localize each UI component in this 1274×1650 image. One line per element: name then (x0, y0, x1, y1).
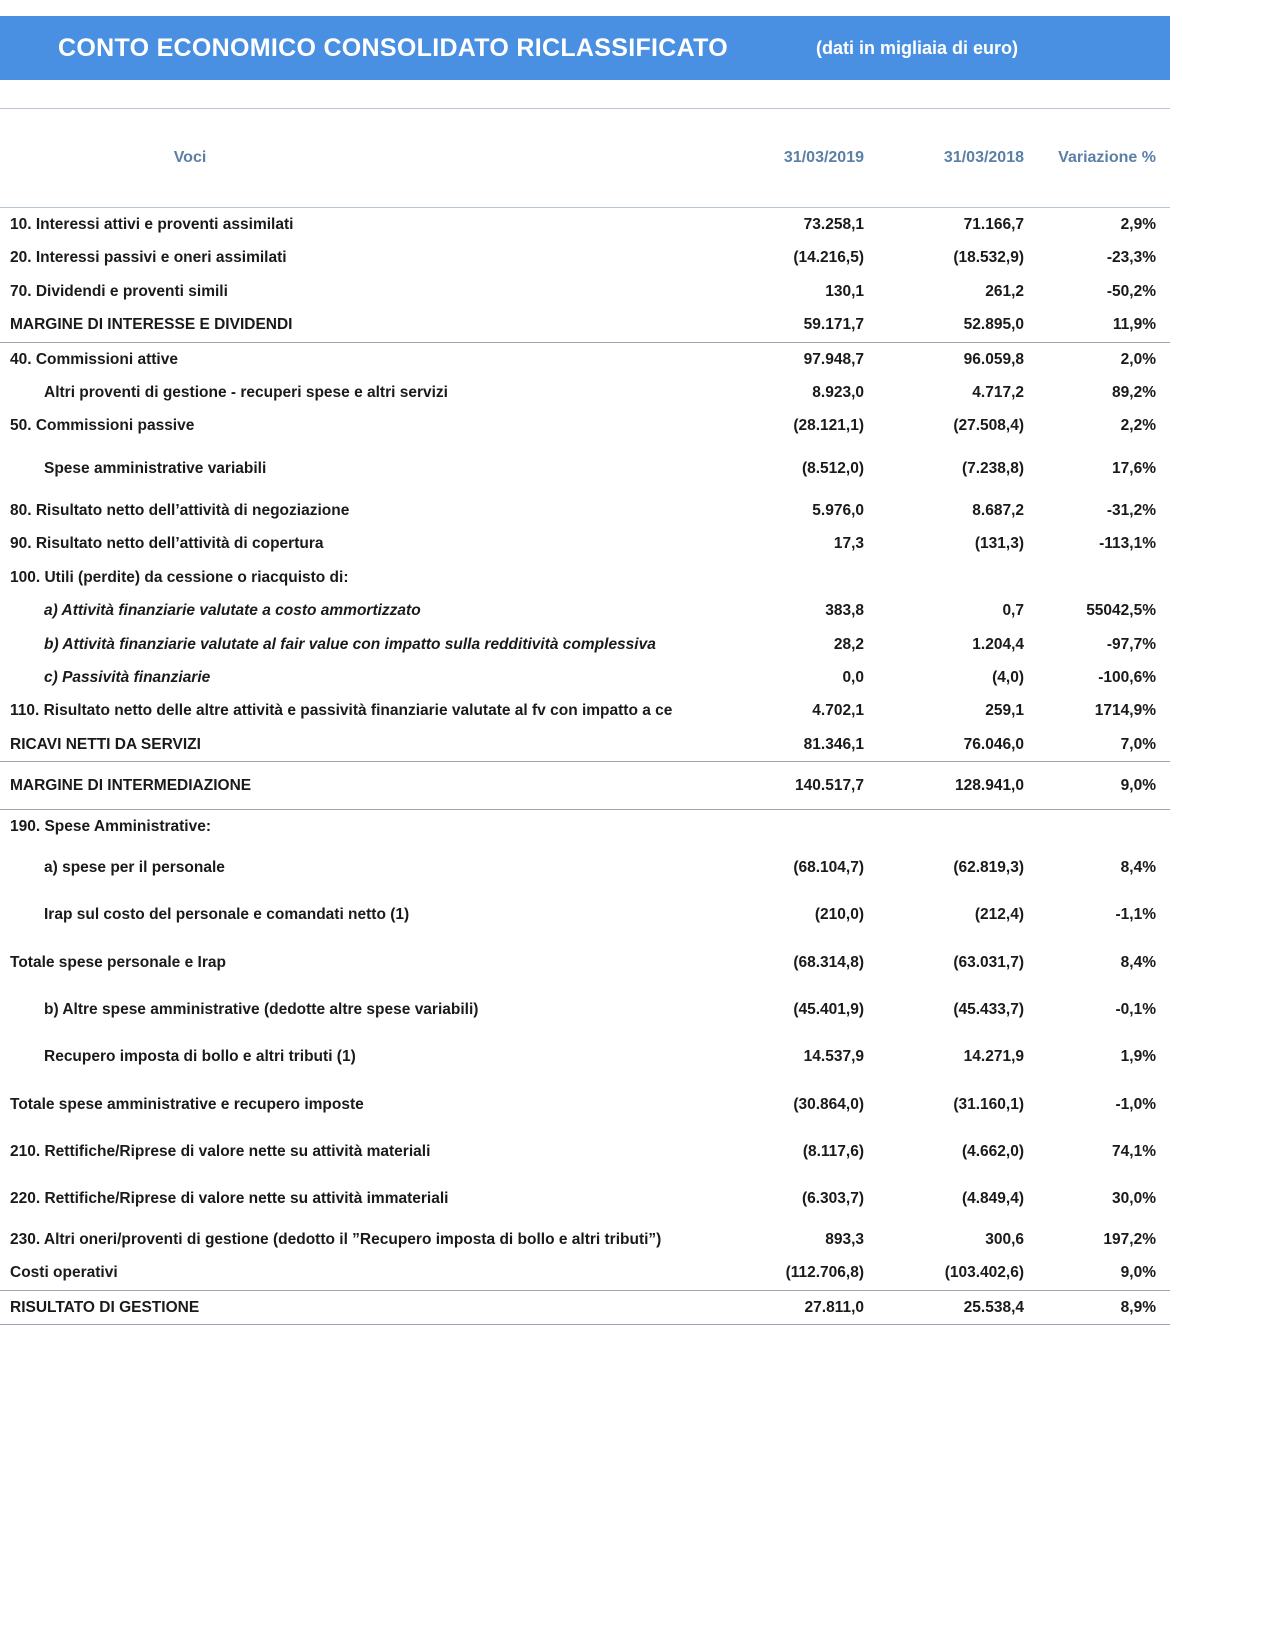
units-note: (dati in migliaia di euro) (816, 37, 1019, 58)
row-value-2018: 52.895,0 (880, 308, 1040, 342)
row-label: 90. Risultato netto dell’attività di copertura (10, 535, 324, 553)
table-row (0, 844, 1170, 891)
row-label: 50. Commissioni passive (10, 417, 195, 435)
row-label: 10. Interessi attivi e proventi assimilati (10, 216, 294, 233)
row-value-2019: 5.976,0 (812, 502, 864, 519)
table-row (0, 1223, 1170, 1256)
row-value-2019: 59.171,7 (720, 308, 880, 342)
row-value-variazione: 89,2% (1112, 383, 1156, 401)
row-value-2019: 81.346,1 (803, 735, 864, 753)
row-value-2018: (212,4) (974, 906, 1024, 924)
table-row (0, 241, 1170, 274)
table-row (0, 208, 1170, 242)
row-value-variazione: 74,1% (1112, 1143, 1156, 1160)
table-row (0, 694, 1170, 727)
row-label: 230. Altri oneri/proventi di gestione (dedotto il ”Recupero imposta di bollo e altri tributi”) (10, 1230, 662, 1248)
row-label: 70. Dividendi e proventi simili (10, 282, 228, 300)
row-label: Spese amministrative variabili (44, 459, 267, 477)
row-label: a) Attività finanziarie valutate a costo ammortizzato (44, 602, 421, 620)
row-label: Altri proventi di gestione - recuperi spese e altri servizi (44, 383, 448, 401)
row-value-variazione: 8,4% (1120, 953, 1156, 971)
row-label: b) Altre spese amministrative (dedotte altre spese variabili) (44, 1000, 479, 1018)
row-label: MARGINE DI INTERMEDIAZIONE (0, 762, 720, 810)
row-label: 210. Rettifiche/Riprese di valore nette su attività materiali (10, 1143, 431, 1160)
row-value-2018: (4.849,4) (961, 1190, 1024, 1208)
table-row (0, 409, 1170, 442)
table-row (0, 1175, 1170, 1222)
row-value-2018 (880, 810, 1040, 844)
row-value-variazione: 30,0% (1112, 1190, 1156, 1208)
row-value-2018: 76.046,0 (963, 735, 1024, 753)
row-value-2019: (8.117,6) (802, 1143, 864, 1160)
row-value-2019: 28,2 (833, 635, 864, 653)
row-label: a) spese per il personale (44, 858, 225, 876)
row-value-variazione: 9,0% (1120, 1264, 1156, 1282)
row-value-variazione (1040, 810, 1170, 844)
column-header-2018: 31/03/2018 (880, 109, 1040, 208)
row-label: RICAVI NETTI DA SERVIZI (10, 735, 201, 753)
row-value-variazione: -23,3% (1106, 249, 1156, 267)
table-row (0, 1290, 1170, 1324)
table-row (0, 1256, 1170, 1290)
row-label: Totale spese amministrative e recupero imposte (10, 1095, 364, 1113)
row-label: 40. Commissioni attive (10, 350, 178, 368)
row-value-variazione: 2,0% (1120, 350, 1156, 368)
row-label: Recupero imposta di bollo e altri tributi (1) (44, 1048, 356, 1066)
row-value-variazione: 2,2% (1120, 417, 1156, 435)
row-label: 100. Utili (perdite) da cessione o riacquisto di: (10, 568, 349, 586)
financial-table-wrapper (0, 108, 1170, 1325)
table-row (0, 275, 1170, 308)
row-value-2018: (4.662,0) (961, 1143, 1024, 1160)
row-value-2019: (45.401,9) (793, 1000, 864, 1018)
row-value-2018: 4.717,2 (972, 383, 1024, 401)
row-value-2018: (31.160,1) (953, 1095, 1024, 1113)
row-label: b) Attività finanziarie valutate al fair value con impatto sulla redditività complessiva (44, 635, 656, 653)
row-value-2019: 8.923,0 (812, 383, 864, 401)
row-label: 190. Spese Amministrative: (10, 818, 212, 836)
table-row (0, 628, 1170, 661)
table-head (0, 109, 1170, 208)
row-label: 220. Rettifiche/Riprese di valore nette su attività immateriali (10, 1190, 449, 1208)
row-label: RISULTATO DI GESTIONE (0, 1290, 720, 1324)
table-row (0, 762, 1170, 810)
row-value-2019: (28.121,1) (793, 417, 864, 435)
row-value-variazione: 1,9% (1120, 1048, 1156, 1066)
table-row (0, 1033, 1170, 1080)
column-header-variazione: Variazione % (1040, 109, 1170, 208)
row-value-2019: (14.216,5) (793, 249, 864, 267)
row-value-2019: (68.314,8) (793, 953, 864, 971)
table-row (0, 494, 1170, 527)
row-value-2018: (62.819,3) (953, 858, 1024, 876)
table-row (0, 661, 1170, 694)
table-row (0, 308, 1170, 342)
row-value-2019: 893,3 (825, 1230, 864, 1248)
table-header-row (0, 109, 1170, 208)
row-label: c) Passività finanziarie (44, 668, 211, 686)
row-value-2019: 14.537,9 (803, 1048, 864, 1066)
row-value-2018: 0,7 (1002, 602, 1024, 620)
row-value-variazione: 1714,9% (1094, 702, 1156, 720)
table-row (0, 443, 1170, 494)
row-value-2018: 14.271,9 (963, 1048, 1024, 1066)
row-value-2018: 25.538,4 (880, 1290, 1040, 1324)
row-value-2018: 300,6 (985, 1230, 1024, 1248)
row-value-variazione: 2,9% (1120, 216, 1156, 233)
table-row (0, 376, 1170, 409)
row-value-2018: 8.687,2 (972, 502, 1024, 519)
table-row (0, 891, 1170, 938)
row-value-2019: 383,8 (825, 602, 864, 620)
row-value-2018: (63.031,7) (953, 953, 1024, 971)
income-statement-table (0, 108, 1170, 1325)
row-value-variazione: 8,9% (1040, 1290, 1170, 1324)
row-value-2018: 128.941,0 (880, 762, 1040, 810)
page-title: CONTO ECONOMICO CONSOLIDATO RICLASSIFICATO (58, 33, 729, 62)
row-value-variazione: 17,6% (1112, 459, 1156, 477)
row-value-variazione: 197,2% (1103, 1230, 1156, 1248)
row-value-2019: 140.517,7 (720, 762, 880, 810)
row-value-variazione: 8,4% (1120, 858, 1156, 876)
row-value-2018: 71.166,7 (963, 216, 1024, 233)
table-row (0, 527, 1170, 560)
row-value-variazione (1040, 561, 1170, 594)
row-value-variazione: 11,9% (1040, 308, 1170, 342)
row-value-2019: (210,0) (814, 906, 864, 924)
table-row (0, 342, 1170, 376)
row-value-2019: (68.104,7) (793, 858, 864, 876)
table-row (0, 1081, 1170, 1128)
row-value-2019: (8.512,0) (801, 459, 864, 477)
row-value-variazione: -1,0% (1115, 1095, 1156, 1113)
row-value-2019: (112.706,8) (785, 1264, 864, 1282)
row-value-2018: 259,1 (985, 702, 1024, 720)
row-value-2018: (18.532,9) (953, 249, 1024, 267)
row-value-variazione: -113,1% (1099, 535, 1156, 553)
row-value-2018: (7.238,8) (961, 459, 1024, 477)
table-row (0, 594, 1170, 627)
row-label: 110. Risultato netto delle altre attività e passività finanziarie valutate al fv con impatto a ce (10, 702, 673, 720)
row-value-2019: 97.948,7 (803, 350, 864, 368)
table-row (0, 728, 1170, 762)
row-label: 80. Risultato netto dell’attività di negoziazione (10, 502, 350, 519)
row-value-2019 (720, 561, 880, 594)
row-value-2018: 96.059,8 (963, 350, 1024, 368)
row-value-2018 (880, 561, 1040, 594)
row-value-variazione: 55042,5% (1086, 602, 1156, 620)
row-value-variazione: -31,2% (1106, 502, 1156, 519)
row-value-2019: (30.864,0) (793, 1095, 864, 1113)
row-label: 20. Interessi passivi e oneri assimilati (10, 249, 287, 267)
row-value-2018: (131,3) (974, 535, 1024, 553)
row-label: Irap sul costo del personale e comandati netto (1) (44, 906, 410, 924)
row-label: Totale spese personale e Irap (10, 953, 226, 971)
table-row (0, 986, 1170, 1033)
row-value-variazione: -0,1% (1115, 1000, 1156, 1018)
column-header-voci: Voci (0, 109, 720, 208)
table-row (0, 561, 1170, 594)
row-value-2019 (720, 810, 880, 844)
row-value-2019: 0,0 (842, 668, 864, 686)
row-value-variazione: -100,6% (1098, 668, 1156, 686)
row-value-2018: 261,2 (985, 282, 1024, 300)
row-value-2019: 73.258,1 (803, 216, 864, 233)
table-row (0, 810, 1170, 844)
table-row (0, 1128, 1170, 1175)
row-value-variazione: -97,7% (1106, 635, 1156, 653)
table-row (0, 939, 1170, 986)
row-value-variazione: 9,0% (1040, 762, 1170, 810)
row-label: Costi operativi (10, 1264, 118, 1282)
row-value-2018: (27.508,4) (953, 417, 1024, 435)
row-value-2018: (103.402,6) (944, 1264, 1024, 1282)
row-value-variazione: 7,0% (1120, 735, 1156, 753)
row-value-2019: 27.811,0 (720, 1290, 880, 1324)
row-value-2019: 17,3 (833, 535, 864, 553)
row-value-variazione: -50,2% (1106, 282, 1156, 300)
row-value-variazione: -1,1% (1115, 906, 1156, 924)
document-header-banner (0, 16, 1170, 80)
column-header-2019: 31/03/2019 (720, 109, 880, 208)
row-label: MARGINE DI INTERESSE E DIVIDENDI (0, 308, 720, 342)
row-value-2018: 1.204,4 (972, 635, 1024, 653)
row-value-2018: (4,0) (992, 668, 1024, 686)
row-value-2019: (6.303,7) (801, 1190, 864, 1208)
row-value-2019: 4.702,1 (812, 702, 864, 720)
row-value-2019: 130,1 (825, 282, 864, 300)
row-value-2018: (45.433,7) (953, 1000, 1024, 1018)
table-body (0, 208, 1170, 1325)
